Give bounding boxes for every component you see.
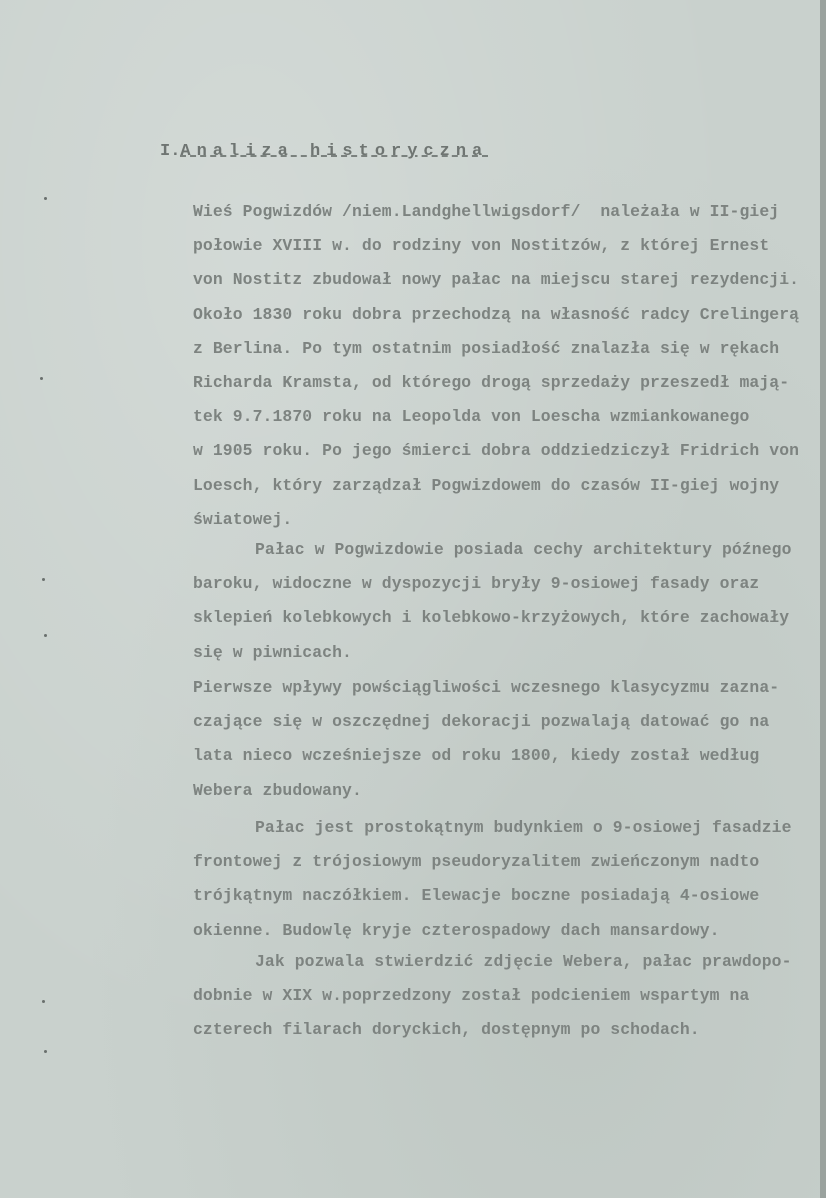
- text-line: z Berlina. Po tym ostatnim posiadłość znalazła się w rękach: [193, 338, 780, 358]
- text-line: Richarda Kramsta, od którego drogą sprzedaży przeszedł mają-: [193, 373, 790, 392]
- text-line: światowej.: [193, 509, 293, 529]
- text-line: frontowej z trójosiowym pseudoryzalitem zwieńczonym nadto: [193, 852, 760, 872]
- text-line: Wieś Pogwizdów /niem.Landghellwigsdorf/ należała w II-giej: [193, 202, 780, 221]
- text-line: Webera zbudowany.: [193, 780, 362, 800]
- heading-title: Analiza historyczna: [180, 142, 489, 161]
- text-line: w 1905 roku. Po jego śmierci dobra oddziedziczył Fridrich von: [193, 441, 800, 461]
- punch-mark: [40, 377, 43, 380]
- text-line: Pałac jest prostokątnym budynkiem o 9-osiowej fasadzie: [255, 818, 792, 837]
- text-line: lata nieco wcześniejsze od roku 1800, kiedy został według: [193, 746, 760, 766]
- text-line: Jak pozwala stwierdzić zdjęcie Webera, pałac prawdopo-: [255, 952, 792, 971]
- text-line: czające się w oszczędnej dekoracji pozwalają datować go na: [193, 712, 770, 732]
- punch-mark: [44, 197, 47, 200]
- heading-number: I.: [160, 142, 181, 161]
- text-line: dobnie w XIX w.poprzedzony został podcieniem wspartym na: [193, 986, 750, 1006]
- punch-mark: [42, 1000, 45, 1003]
- text-line: Pałac w Pogwizdowie posiada cechy architektury późnego: [255, 540, 792, 559]
- text-line: von Nostitz zbudował nowy pałac na miejscu starej rezydencji.: [193, 270, 800, 290]
- text-line: Loesch, który zarządzał Pogwizdowem do czasów II-giej wojny: [193, 475, 780, 495]
- punch-mark: [44, 634, 47, 637]
- text-line: trójkątnym naczółkiem. Elewacje boczne posiadają 4-osiowe: [193, 886, 760, 906]
- text-line: Około 1830 roku dobra przechodzą na własność radcy Crelingerą: [193, 304, 800, 324]
- page-edge: [820, 0, 826, 1198]
- section-heading: [160, 142, 488, 161]
- text-line: czterech filarach doryckich, dostępnym po schodach.: [193, 1020, 700, 1040]
- text-line: się w piwnicach.: [193, 642, 352, 662]
- punch-mark: [42, 578, 45, 581]
- punch-mark: [44, 1050, 47, 1053]
- text-line: okienne. Budowlę kryje czterospadowy dach mansardowy.: [193, 920, 720, 940]
- text-line: tek 9.7.1870 roku na Leopolda von Loescha wzmiankowanego: [193, 407, 750, 427]
- text-line: baroku, widoczne w dyspozycji bryły 9-osiowej fasady oraz: [193, 574, 760, 594]
- text-line: Pierwsze wpływy powściągliwości wczesnego klasycyzmu zazna-: [193, 678, 780, 697]
- text-line: połowie XVIII w. do rodziny von Nostitzów, z której Ernest: [193, 236, 770, 256]
- text-line: sklepień kolebkowych i kolebkowo-krzyżowych, które zachowały: [193, 608, 790, 628]
